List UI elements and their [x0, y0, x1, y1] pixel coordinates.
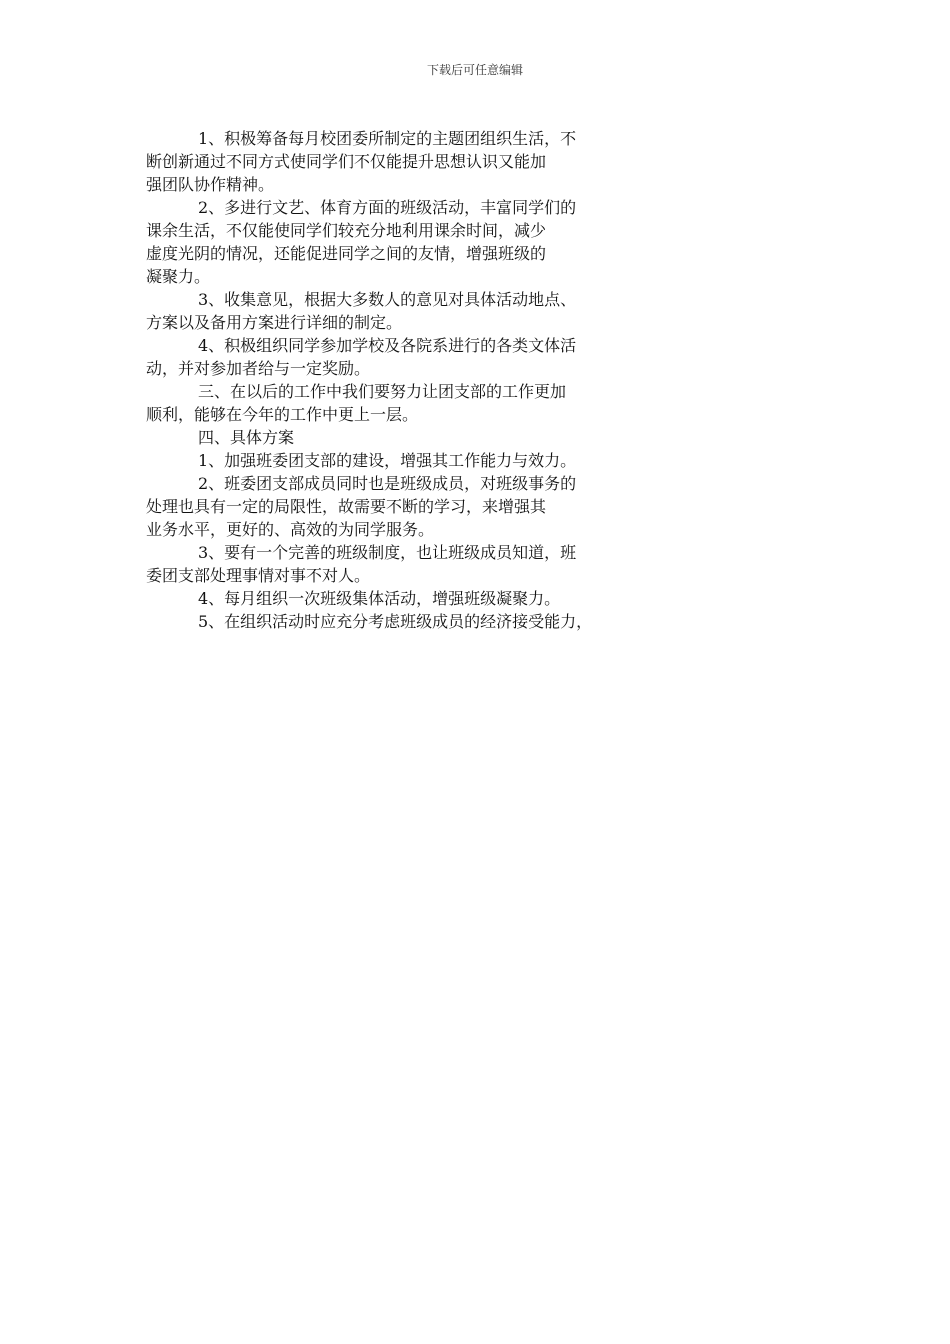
text-line: 业务水平，更好的、高效的为同学服务。: [146, 520, 435, 539]
text-line: 强团队协作精神。: [146, 175, 275, 194]
text-line: 1、积极筹备每月校团委所制定的主题团组织生活，不: [198, 129, 577, 148]
text-line: 方案以及备用方案进行详细的制定。: [146, 313, 403, 332]
text-line: 虚度光阴的情况，还能促进同学之间的友情，增强班级的: [146, 244, 547, 263]
text-line: 动，并对参加者给与一定奖励。: [146, 359, 371, 378]
text-line: 2、多进行文艺、体育方面的班级活动，丰富同学们的: [198, 198, 577, 217]
text-line: 1、加强班委团支部的建设，增强其工作能力与效力。: [198, 451, 577, 470]
document-body: [146, 126, 816, 632]
text-line: 断创新通过不同方式使同学们不仅能提升思想认识又能加: [146, 152, 547, 171]
text-line: 课余生活，不仅能使同学们较充分地利用课余时间，减少: [146, 221, 547, 240]
text-line: 凝聚力。: [146, 267, 211, 286]
text-line: 三、在以后的工作中我们要努力让团支部的工作更加: [198, 382, 567, 401]
text-line: 顺利，能够在今年的工作中更上一层。: [146, 405, 419, 424]
text-line: 4、每月组织一次班级集体活动，增强班级凝聚力。: [198, 589, 561, 608]
text-line: 委团支部处理事情对事不对人。: [146, 566, 371, 585]
section-heading: 四、具体方案: [198, 428, 295, 447]
page-header-note: 下载后可任意编辑: [426, 63, 523, 77]
text-line: 3、要有一个完善的班级制度，也让班级成员知道，班: [198, 543, 577, 562]
text-line: 4、积极组织同学参加学校及各院系进行的各类文体活: [198, 336, 577, 355]
text-line: 处理也具有一定的局限性，故需要不断的学习，来增强其: [146, 497, 547, 516]
text-line: 2、班委团支部成员同时也是班级成员，对班级事务的: [198, 474, 577, 493]
text-line: 3、收集意见，根据大多数人的意见对具体活动地点、: [198, 290, 577, 309]
text-line: 5、在组织活动时应充分考虑班级成员的经济接受能力，: [198, 612, 593, 631]
